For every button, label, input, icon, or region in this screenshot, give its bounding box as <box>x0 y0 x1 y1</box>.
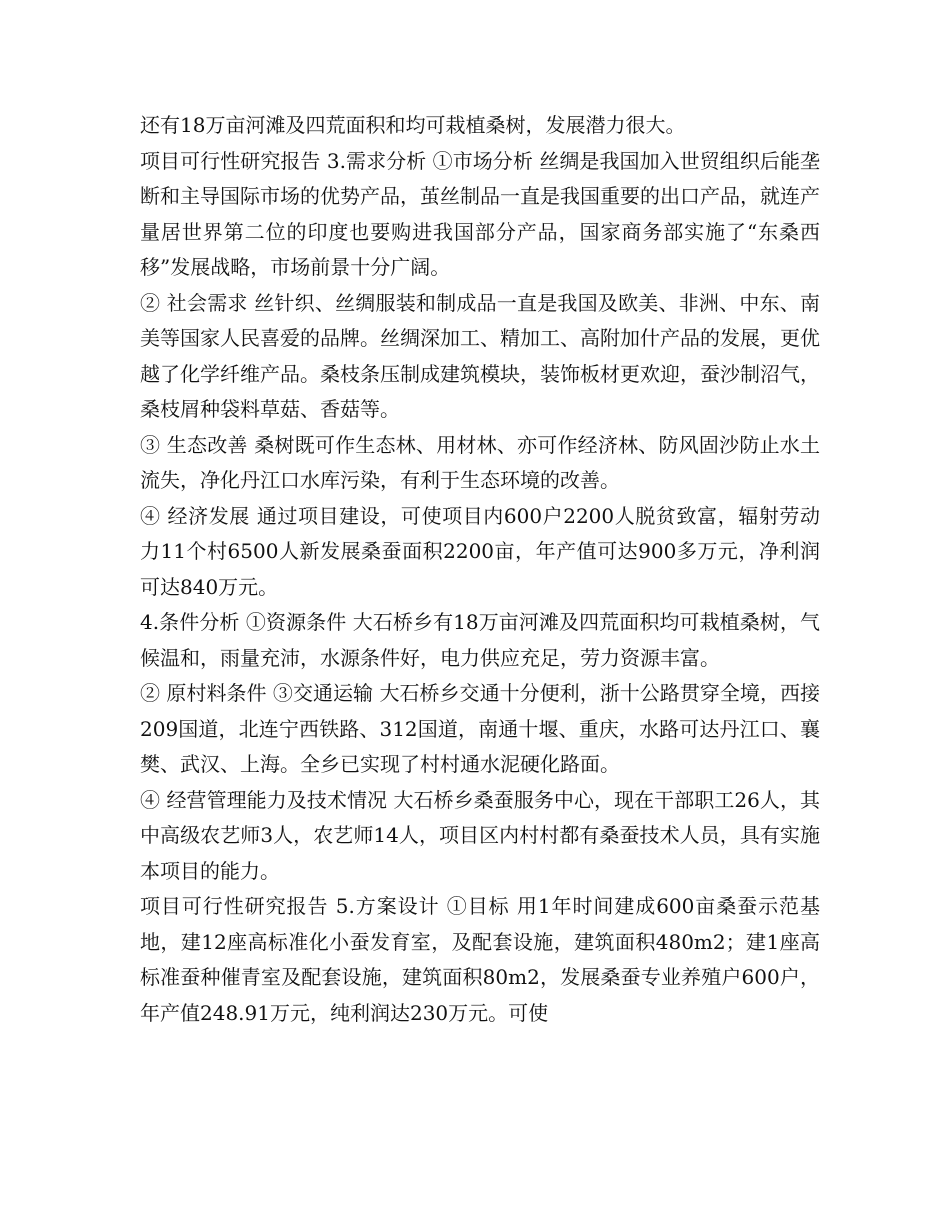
paragraph-resource-conditions: 4.条件分析 ①资源条件 大石桥乡有18万亩河滩及四荒面积均可栽植桑树，气候温和，雨量充沛，水源条件好，电力供应充足，劳力资源丰富。 <box>140 610 820 670</box>
paragraph-social-demand: ② 社会需求 丝针织、丝绸服装和制成品一直是我国及欧美、非洲、中东、南美等国家人民喜爱的品牌。丝绸深加工、精加工、高附加什产品的发展，更优越了化学纤维产品。桑枝条压制成建筑模块，装饰板材更欢迎，蚕沙制沼气，桑枝屑种袋料草菇、香菇等。 <box>140 290 820 421</box>
paragraph-market-analysis: 项目可行性研究报告 3.需求分析 ①市场分析 丝绸是我国加入世贸组织后能垄断和主导国际市场的优势产品，茧丝制品一直是我国重要的出口产品，就连产量居世界第二位的印度也要购进我国部分产品，国家商务部实施了“东桑西移”发展战略，市场前景十分广阔。 <box>140 148 820 279</box>
paragraph-transport: ② 原村料条件 ③交通运输 大石桥乡交通十分便利，浙十公路贯穿全境，西接209国道，北连宁西铁路、312国道，南通十堰、重庆，水路可达丹江口、襄樊、武汉、上海。全乡已实现了村村通水泥硬化路面。 <box>140 681 820 776</box>
paragraph-economy: ④ 经济发展 通过项目建设，可使项目内600户2200人脱贫致富，辐射劳动力11个村6500人新发展桑蚕面积2200亩，年产值可达900多万元，净利润可达840万元。 <box>140 503 820 599</box>
document-page <box>140 108 820 1031</box>
paragraph-management: ④ 经营管理能力及技术情况 大石桥乡桑蚕服务中心，现在干部职工26人，其中高级农艺师3人，农艺师14人，项目区内村村都有桑蚕技术人员，具有实施本项目的能力。 <box>140 787 820 883</box>
paragraph-plan-design: 项目可行性研究报告 5.方案设计 ①目标 用1年时间建成600亩桑蚕示范基地，建12座高标准化小蚕发育室，及配套设施，建筑面积480m2；建1座高标准蚕种催青室及配套设施，建筑面积80m2，发展桑蚕专业养殖户600户，年产值248.91万元，纯利润达230万元。可使 <box>140 894 820 1025</box>
paragraph-potential: 还有18万亩河滩及四荒面积和均可栽植桑树，发展潜力很大。 <box>140 113 686 137</box>
paragraph-ecology: ③ 生态改善 桑树既可作生态林、用材林、亦可作经济林、防风固沙防止水土流失，净化丹江口水库污染，有利于生态环境的改善。 <box>140 432 820 492</box>
